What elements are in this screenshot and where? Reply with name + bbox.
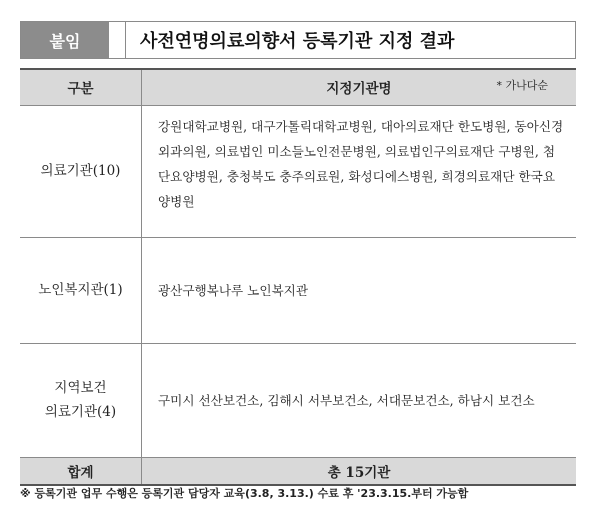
total-label: 합계 (20, 457, 142, 485)
institutions-medical: 강원대학교병원, 대구가톨릭대학교병원, 대아의료재단 한도병원, 동아신경외과의원, 의료법인 미소들노인전문병원, 의료법인구의료재단 구병원, 첨단요양병원, 충청북도 충주의료원, 화성디에스병원, 희경의료재단 한국요양병원 (142, 105, 577, 237)
header-institution-name: 지정기관명 (326, 81, 392, 98)
total-row (20, 457, 576, 485)
page-title: 사전연명의료의향서 등록기관 지정 결과 (140, 31, 455, 52)
category-welfare (20, 237, 142, 343)
table-header-row (20, 69, 576, 105)
header-category: 구분 (20, 69, 142, 105)
category-label-line2: 의료기관(4) (44, 404, 117, 420)
table-row (20, 237, 576, 343)
table-row (20, 343, 576, 457)
title-bar (20, 21, 576, 59)
category-label: 노인복지관(1) (38, 282, 123, 298)
badge-gap (109, 22, 126, 58)
attachment-badge: 붙임 (21, 22, 109, 58)
total-value: 총 15기관 (142, 457, 577, 485)
registration-table (20, 68, 576, 486)
table-row (20, 105, 576, 237)
sort-order-note: * 가나다순 (496, 79, 548, 93)
institutions-regional-health: 구미시 선산보건소, 김해시 서부보건소, 서대문보건소, 하남시 보건소 (142, 343, 577, 457)
category-medical (20, 105, 142, 237)
category-regional-health (20, 343, 142, 457)
header-institution-cell (142, 69, 577, 105)
category-label-line1: 지역보건 (54, 380, 107, 396)
category-label: 의료기관(10) (40, 163, 121, 179)
institutions-welfare: 광산구행복나루 노인복지관 (142, 237, 577, 343)
footnote: ※ 등록기관 업무 수행은 등록기관 담당자 교육(3.8, 3.13.) 수료 후 '23.3.15.부터 가능함 (20, 487, 469, 500)
